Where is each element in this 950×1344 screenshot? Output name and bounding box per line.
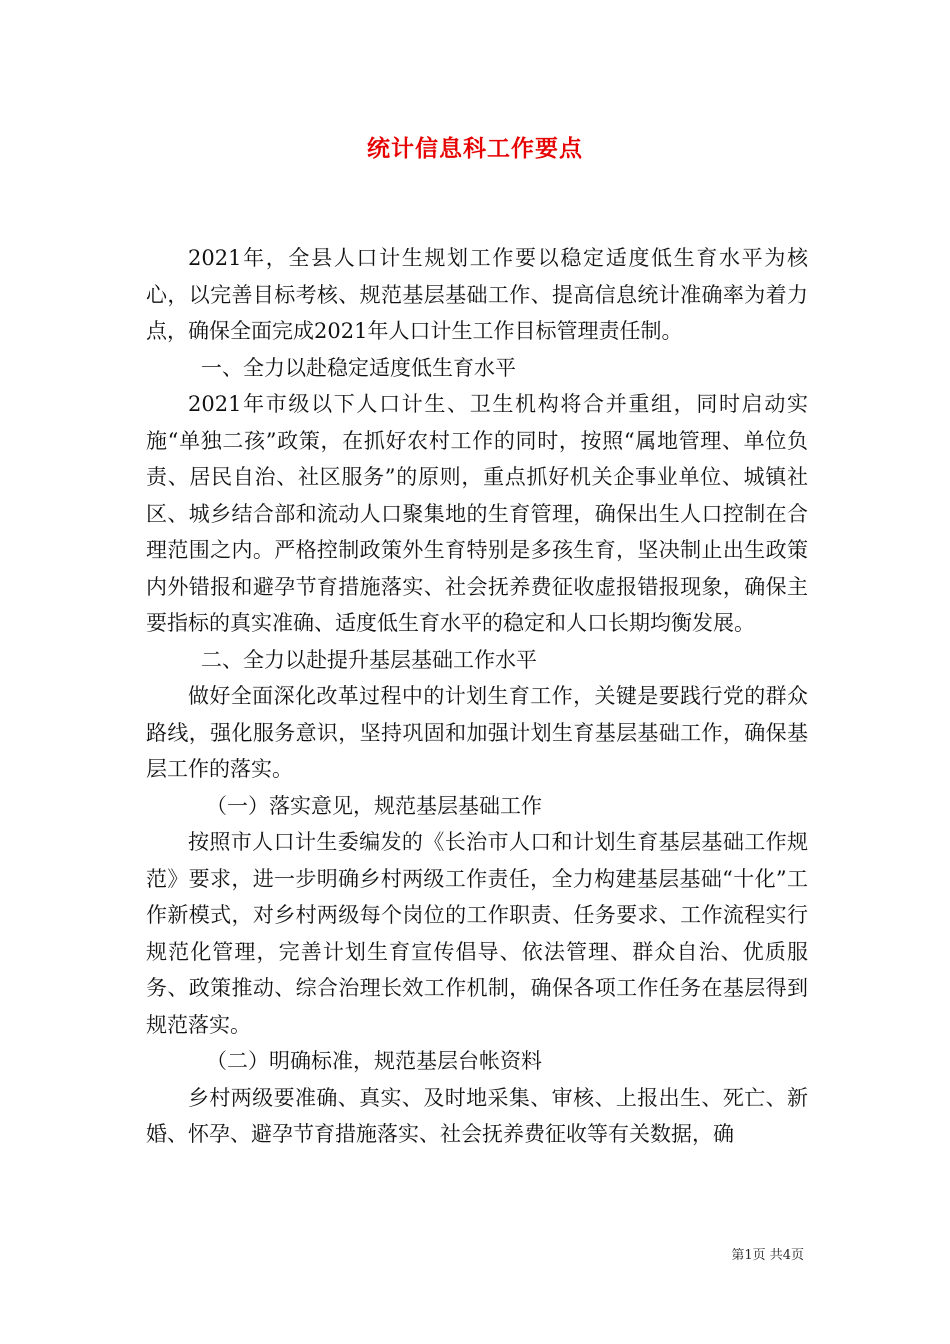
section-1-paragraph: 2021年市级以下人口计生、卫生机构将合并重组，同时启动实施“单独二孩”政策，在抓好农村工作的同时，按照“属地管理、单位负责、居民自治、社区服务”的原则，重点抓好机关企事业单位、城镇社区、城乡结合部和流动人口聚集地的生育管理，确保出生人口控制在合理范围之内。严格控制政策外生育特别是多孩生育，坚决制止出生政策内外错报和避孕节育措施落实、社会抚养费征收虚报错报现象，确保主要指标的真实准确、适度低生育水平的稳定和人口长期均衡发展。 [146,392,808,635]
document-title: 统计信息科工作要点 [367,135,583,162]
intro-paragraph: 2021年，全县人口计生规划工作要以稳定适度低生育水平为核心，以完善目标考核、规范基层基础工作、提高信息统计准确率为着力点，确保全面完成2021年人口计生工作目标管理责任制。 [146,246,808,343]
section-2-paragraph: 做好全面深化改革过程中的计划生育工作，关键是要践行党的群众路线，强化服务意识，坚持巩固和加强计划生育基层基础工作，确保基层工作的落实。 [146,684,808,781]
section-heading-2: 二、全力以赴提升基层基础工作水平 [201,647,537,672]
page-number: 第1页 共4页 [731,1248,804,1263]
subsection-2-paragraph: 乡村两级要准确、真实、及时地采集、审核、上报出生、死亡、新婚、怀孕、避孕节育措施落实、社会抚养费征收等有关数据，确 [146,1085,808,1146]
section-heading-1: 一、全力以赴稳定适度低生育水平 [201,355,516,380]
subsection-1-paragraph: 按照市人口计生委编发的《长治市人口和计划生育基层基础工作规范》要求，进一步明确乡村两级工作责任，全力构建基层基础“十化”工作新模式，对乡村两级每个岗位的工作职责、任务要求、工作流程实行规范化管理，完善计划生育宣传倡导、依法管理、群众自治、优质服务、政策推动、综合治理长效工作机制，确保各项工作任务在基层得到规范落实。 [146,830,808,1037]
subsection-heading-2: （二）明确标准，规范基层台帐资料 [206,1049,542,1073]
subsection-heading-1: （一）落实意见，规范基层基础工作 [206,793,542,818]
document-body [146,240,808,1153]
